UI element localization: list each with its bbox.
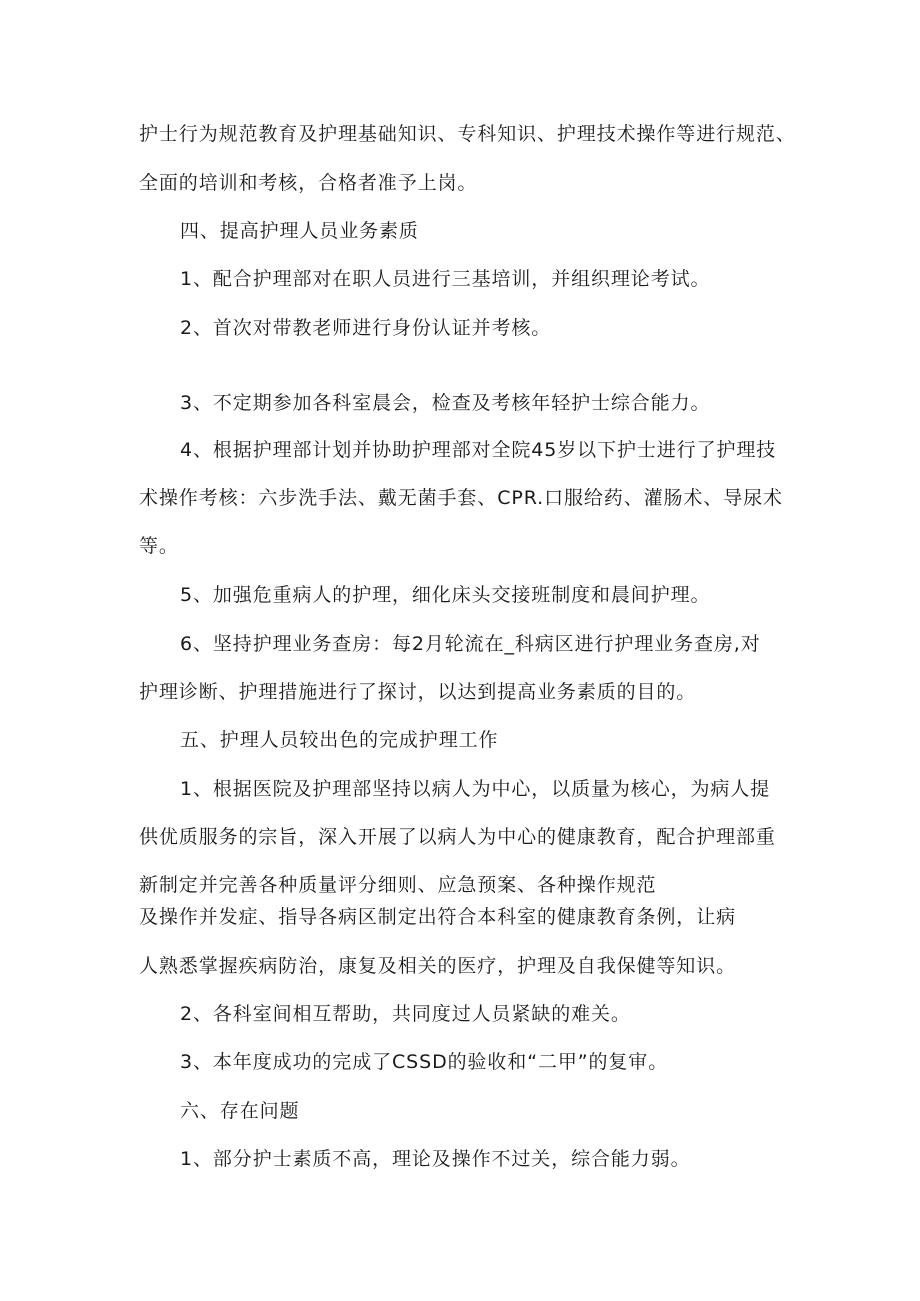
text-line: 新制定并完善各种质量评分细则、应急预案、各种操作规范: [139, 874, 657, 896]
list-item: 3、不定期参加各科室晨会，检查及考核年轻护士综合能力。: [180, 392, 711, 414]
text-line: 人熟悉掌握疾病防治，康复及相关的医疗，护理及自我保健等知识。: [139, 955, 737, 977]
text-line: 及操作并发症、指导各病区制定出符合本科室的健康教育条例，让病: [139, 906, 737, 928]
list-item: 1、配合护理部对在职人员进行三基培训，并组织理论考试。: [180, 268, 711, 290]
text-line: 术操作考核：六步洗手法、戴无菌手套、CPR.口服给药、灌肠术、导尿术: [139, 487, 783, 509]
section-heading-4: 四、提高护理人员业务素质: [180, 220, 419, 242]
section-heading-5: 五、护理人员较出色的完成护理工作: [180, 729, 499, 751]
list-item: 3、本年度成功的完成了CSSD的验收和“二甲”的复审。: [180, 1051, 669, 1073]
text-line-2: 全面的培训和考核，合格者准予上岗。: [139, 172, 478, 194]
text-line: 等。: [139, 535, 179, 557]
list-item: 1、根据医院及护理部坚持以病人为中心，以质量为核心，为病人提: [180, 778, 771, 800]
list-item: 1、部分护士素质不高，理论及操作不过关，综合能力弱。: [180, 1148, 691, 1170]
list-item: 4、根据护理部计划并协助护理部对全院45岁以下护士进行了护理技: [180, 439, 777, 461]
list-item: 5、加强危重病人的护理，细化床头交接班制度和晨间护理。: [180, 584, 711, 606]
list-item: 2、各科室间相互帮助，共同度过人员紧缺的难关。: [180, 1003, 631, 1025]
list-item: 2、首次对带教老师进行身份认证并考核。: [180, 317, 552, 339]
text-line: 供优质服务的宗旨，深入开展了以病人为中心的健康教育，配合护理部重: [139, 826, 776, 848]
text-line: 护理诊断、护理措施进行了探讨，以达到提高业务素质的目的。: [139, 681, 697, 703]
text-line-1: 护士行为规范教育及护理基础知识、专科知识、护理技术操作等进行规范、: [139, 123, 796, 145]
section-heading-6: 六、存在问题: [180, 1100, 300, 1122]
list-item: 6、坚持护理业务查房：每2月轮流在_科病区进行护理业务查房,对: [180, 633, 761, 655]
